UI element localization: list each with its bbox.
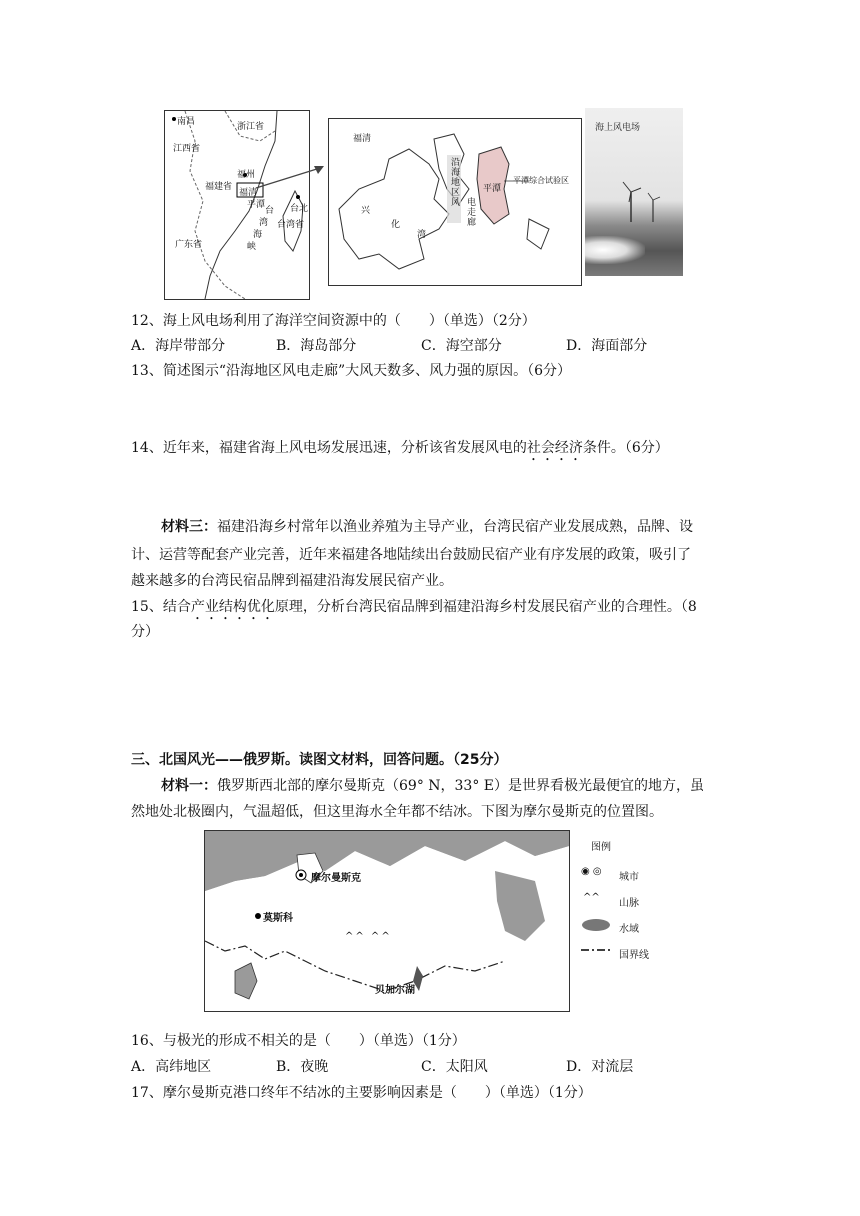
city-icon: ◉ ◎ bbox=[581, 866, 602, 877]
question-15-stem bbox=[131, 597, 697, 623]
question-12-stem: 12、海上风电场利用了海洋空间资源中的（ ）（单选）（2分） bbox=[131, 313, 536, 329]
material-1-text: 俄罗斯西北部的摩尔曼斯克（69° N，33° E）是世界看极光最便宜的地方，虽 bbox=[217, 778, 704, 794]
option-b[interactable]: B．夜晚 bbox=[276, 1059, 329, 1075]
material-1-label: 材料一： bbox=[161, 778, 217, 794]
section-title-text: 三、北国风光——俄罗斯。读图文材料，回答问题。（25分） bbox=[131, 752, 508, 768]
map-label: 电 bbox=[467, 198, 477, 208]
material-3-line-3: 越来越多的台湾民宿品牌到福建沿海发展民宿产业。 bbox=[131, 573, 453, 589]
question-16-stem: 16、与极光的形成不相关的是（ ）（单选）（1分） bbox=[131, 1033, 466, 1049]
legend-city: 城市 bbox=[619, 872, 639, 883]
question-15-stem-end: 分） bbox=[131, 624, 159, 640]
map-label: 平潭 bbox=[483, 184, 502, 194]
map-label: 区 bbox=[451, 188, 461, 198]
question-15-text-mid: 原理，分析台湾民宿品牌到福建沿海乡村发展民宿产业的合理性。（8 bbox=[274, 599, 697, 615]
zoom-arrow bbox=[254, 162, 328, 192]
murmansk-label: 摩尔曼斯克 bbox=[311, 873, 361, 884]
wind-turbine-icon bbox=[615, 178, 665, 228]
section-3-title bbox=[131, 750, 507, 770]
question-14-stem bbox=[131, 438, 669, 464]
mountain-range-icon: ^^ ^^ bbox=[345, 931, 392, 942]
fujian-map-shapes bbox=[165, 111, 309, 299]
map-label: 江西省 bbox=[173, 144, 201, 154]
map-label: 台 bbox=[265, 206, 275, 216]
map-label: 海 bbox=[253, 230, 263, 240]
map-label: 峡 bbox=[247, 242, 257, 252]
border-line-icon bbox=[579, 944, 613, 956]
map-label: 平潭综合试验区 bbox=[513, 176, 569, 185]
map-label: 化 bbox=[391, 220, 401, 230]
mountain-icon: ^^ bbox=[583, 892, 600, 903]
question-12-options bbox=[131, 336, 711, 356]
fujian-location-map bbox=[164, 110, 310, 300]
legend-title: 图例 bbox=[591, 842, 611, 853]
question-15-emphasis: 产业结构优化 bbox=[190, 599, 275, 615]
material-3-text: 福建沿海乡村常年以渔业养殖为主导产业，台湾民宿产业发展成熟，品牌、设 bbox=[217, 519, 693, 535]
map-label: 海 bbox=[451, 168, 461, 178]
city-ring-icon bbox=[293, 867, 309, 883]
material-3-label: 材料三： bbox=[161, 519, 217, 535]
baikal-label: 贝加尔湖 bbox=[375, 985, 415, 996]
map-label: 广东省 bbox=[175, 240, 203, 250]
legend-border: 国界线 bbox=[619, 950, 649, 961]
question-16-options bbox=[131, 1057, 711, 1077]
question-14-text: 14、近年来，福建省海上风电场发展迅速，分析该省发展风电的 bbox=[131, 440, 527, 456]
option-c[interactable]: C．海空部分 bbox=[421, 338, 502, 354]
map-label: 台湾省 bbox=[277, 220, 305, 230]
offshore-wind-photo bbox=[585, 108, 683, 276]
map-label: 走 bbox=[467, 208, 477, 218]
russia-location-map bbox=[204, 830, 570, 1012]
question-14-emphasis: 社会经济 bbox=[526, 440, 583, 456]
map-label: 台北 bbox=[290, 204, 309, 214]
option-b[interactable]: B．海岛部分 bbox=[276, 338, 357, 354]
option-a[interactable]: A．海岸带部分 bbox=[131, 338, 226, 354]
question-17-stem: 17、摩尔曼斯克港口终年不结冰的主要影响因素是（ ）（单选）（1分） bbox=[131, 1085, 592, 1101]
legend-water: 水域 bbox=[619, 924, 639, 935]
map-label: 地 bbox=[451, 178, 461, 188]
city-dot-icon bbox=[253, 911, 263, 921]
material-1-line-1 bbox=[161, 776, 704, 796]
figure-fujian bbox=[158, 106, 684, 302]
material-1-line-2: 然地处北极圈内，气温超低，但这里海水全年都不结冰。下图为摩尔曼斯克的位置图。 bbox=[131, 804, 663, 820]
map-label: 廊 bbox=[467, 218, 477, 228]
map-label: 福清 bbox=[239, 188, 258, 198]
material-3-line-1 bbox=[161, 517, 693, 537]
map-label: 福清 bbox=[353, 134, 372, 144]
legend-mountain: 山脉 bbox=[619, 898, 639, 909]
map-label: 风 bbox=[451, 198, 461, 208]
map-label: 湾 bbox=[259, 218, 269, 228]
question-14-text-end: 条件。（6分） bbox=[582, 440, 669, 456]
pingtan-detail-map bbox=[328, 118, 582, 286]
option-c[interactable]: C．太阳风 bbox=[421, 1059, 488, 1075]
question-13-stem: 13、简述图示“沿海地区风电走廊”大风天数多、风力强的原因。（6分） bbox=[131, 363, 572, 379]
map-label: 福州 bbox=[237, 170, 256, 180]
map-label: 南昌 bbox=[177, 117, 196, 127]
moscow-label: 莫斯科 bbox=[263, 913, 293, 924]
map-label: 浙江省 bbox=[237, 122, 265, 132]
material-3-line-2: 计、运营等配套产业完善，近年来福建各地陆续出台鼓励民宿产业有序发展的政策，吸引了 bbox=[131, 547, 691, 563]
water-icon bbox=[579, 916, 613, 934]
map-label: 福建省 bbox=[205, 182, 233, 192]
photo-title: 海上风电场 bbox=[595, 123, 641, 133]
option-a[interactable]: A．高纬地区 bbox=[131, 1059, 212, 1075]
map-label: 沿 bbox=[451, 158, 461, 168]
map-label: 平潭 bbox=[247, 200, 266, 210]
question-15-text: 15、结合 bbox=[131, 599, 191, 615]
option-d[interactable]: D．对流层 bbox=[566, 1059, 634, 1075]
map-label: 兴 bbox=[361, 206, 371, 216]
option-d[interactable]: D．海面部分 bbox=[566, 338, 648, 354]
map-legend bbox=[575, 836, 675, 1006]
map-label: 湾 bbox=[417, 230, 427, 240]
